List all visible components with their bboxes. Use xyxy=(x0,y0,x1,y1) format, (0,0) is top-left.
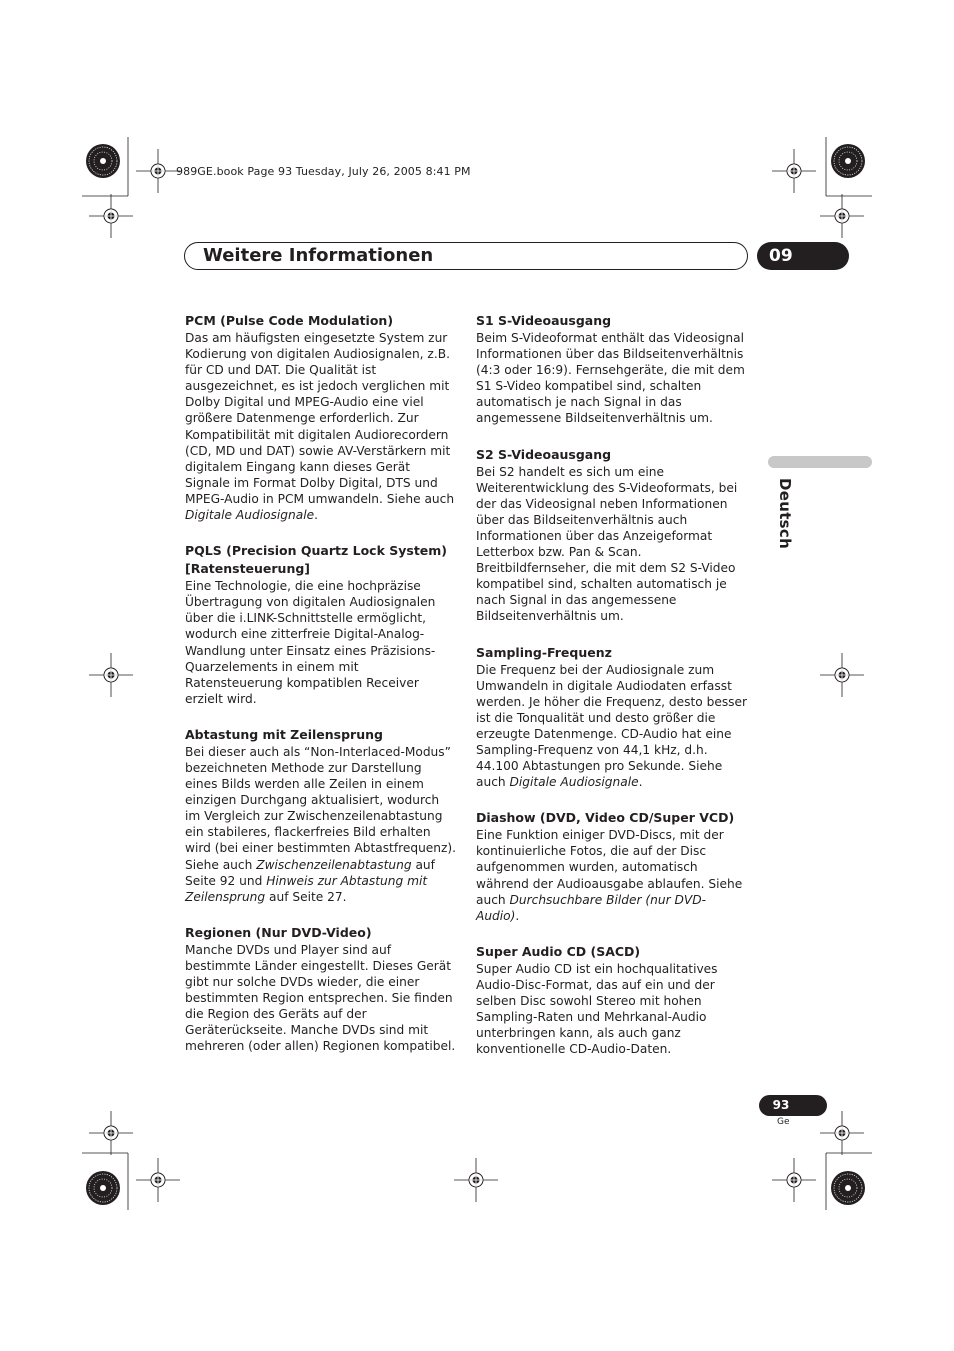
entry-heading: S1 S-Videoausgang xyxy=(476,313,612,328)
entry-heading: PQLS (Precision Quartz Lock System) [Ratensteuerung] xyxy=(185,543,448,577)
cross-reference: Digitale Audiosignale xyxy=(185,508,315,523)
chapter-title: Weitere Informationen xyxy=(203,245,434,266)
entry-heading: Sampling-Frequenz xyxy=(476,644,612,660)
cross-reference: Zwischenzeilenabtastung xyxy=(256,857,412,872)
entry-body: Super Audio CD ist ein hochqualitatives Audio-Disc-Format, das auf ein und der selben Disc sowohl Stereo mit hohen Sampling-Raten und Mehrkanal-Audio unterbringen kann, als auch ganz konventionelle CD-Audio-Daten. xyxy=(476,961,718,1057)
page-number-badge: 93 xyxy=(759,1095,827,1116)
entry-heading: S2 S-Videoausgang xyxy=(476,446,612,462)
cross-reference: Hinweis zur Abtastung mit Zeilensprung xyxy=(185,873,428,904)
entry-heading: Regionen (Nur DVD-Video) xyxy=(185,924,372,940)
entry-heading: Super Audio CD (SACD) xyxy=(476,943,641,959)
right-column xyxy=(476,312,748,1076)
entry-body: Die Frequenz bei der Audiosignale zum Umwandeln in digitale Audiodaten erfasst werden. Je höher die Frequenz, desto besser ist die Tonqualität und desto größer die erzeugte Datenmenge. CD-Audio hat eine Sampling-Frequenz von 44,1 kHz, d.h. 44.100 Abtastungen pro Sekunde. Siehe auch Digitale Audiosignale. xyxy=(476,662,748,790)
glossary-entry-s1-video xyxy=(476,312,748,427)
chapter-number-badge: 09 xyxy=(757,242,849,270)
glossary-entry-s2-video xyxy=(476,446,748,625)
glossary-entry-sacd xyxy=(476,943,748,1058)
language-label: Deutsch xyxy=(776,478,794,550)
entry-body: Bei S2 handelt es sich um eine Weiterentwicklung des S-Videoformats, bei der das Videosignal neben Informationen über das Bildseitenverhältnis auch Informationen über das Anzeigeformat Letterbox bzw. Pan & Scan. Breitbildfernseher, die mit dem S2 S-Video kompatibel sind, schalten automatisch je nach Signal in das angemessene Bildseitenverhältnis um. xyxy=(476,464,738,624)
glossary-entry-pqls xyxy=(185,542,457,707)
glossary-entry-slideshow xyxy=(476,809,748,924)
entry-body: Eine Technologie, die eine hochpräzise Übertragung von digitalen Audiosignalen über die i.LINK-Schnittstelle ermöglicht, wodurch eine zitterfreie Digital-Analog-Wandlung unter Einsatz eines Präzisions-Quarzelements in einem mit Ratensteuerung kompatiblen Receiver erzielt wird. xyxy=(185,579,436,706)
entry-heading: Abtastung mit Zeilensprung xyxy=(185,726,383,742)
glossary-entry-regions xyxy=(185,924,457,1055)
cross-reference: Durchsuchbare Bilder (nur DVD-Audio) xyxy=(476,892,706,923)
book-info-line: 989GE.book Page 93 Tuesday, July 26, 2005 8:41 PM xyxy=(176,165,471,178)
entry-heading: PCM (Pulse Code Modulation) xyxy=(185,313,394,328)
entry-body: Das am häufigsten eingesetzte System zur Kodierung von digitalen Audiosignalen, z.B. für CD und DAT. Die Qualität ist ausgezeichnet, es ist jedoch verglichen mit Dolby Digital und MPEG-Audio eine viel größere Datenmenge erforderlich. Zur Kompatibilität mit digitalen Audiorecordern (CD, MD und DAT) sowie AV-Verstärkern mit digitalem Eingang kann dieses Gerät Signale im Format Dolby Digital, DTS und MPEG-Audio in PCM umwandeln. Siehe auch Digitale Audiosignale. xyxy=(185,331,455,523)
entry-heading: Diashow (DVD, Video CD/Super VCD) xyxy=(476,810,735,826)
glossary-entry-pcm xyxy=(185,312,457,523)
entry-body: Bei dieser auch als “Non-Interlaced-Modus” bezeichneten Methode zur Darstellung eines Bilds werden alle Zeilen in einem einzigen Durchgang aktualisiert, wodurch im Vergleich zur Zwischenzeilenabtastung ein stabileres, flackerfreies Bild erhalten wird (bei einer bestimmten Abtastfrequenz). Siehe auch Zwischenzeilenabtastung auf Seite 92 und Hinweis zur Abtastung mit Zeilensprung auf Seite 27. xyxy=(185,744,457,904)
glossary-entry-sampling-frequency xyxy=(476,644,748,791)
entry-body: Eine Funktion einiger DVD-Discs, mit der kontinuierliche Fotos, die auf der Disc aufgenommen wurden, automatisch während der Audioausgabe ablaufen. Siehe auch Durchsuchbare Bilder (nur DVD-Audio). xyxy=(476,828,743,923)
entry-body: Manche DVDs und Player sind auf bestimmte Länder eingestellt. Dieses Gerät gibt nur solche DVDs wieder, die einer bestimmten Region entsprechen. Sie finden die Region des Geräts auf der Geräterückseite. Manche DVDs sind mit mehreren (oder allen) Regionen kompatibel. xyxy=(185,942,456,1054)
entry-body: Beim S-Videoformat enthält das Videosignal Informationen über das Bildseitenverhältnis (4:3 oder 16:9). Fernsehgeräte, die mit dem S1 S-Video kompatibel sind, schalten automatisch je nach Signal in das angemessene Bildseitenverhältnis um. xyxy=(476,331,745,426)
cross-reference: Digitale Audiosignale xyxy=(509,775,639,790)
page-language-code: Ge xyxy=(777,1117,790,1127)
left-column xyxy=(185,312,457,1073)
glossary-entry-progressive-scan xyxy=(185,726,457,905)
language-tab xyxy=(768,456,872,468)
